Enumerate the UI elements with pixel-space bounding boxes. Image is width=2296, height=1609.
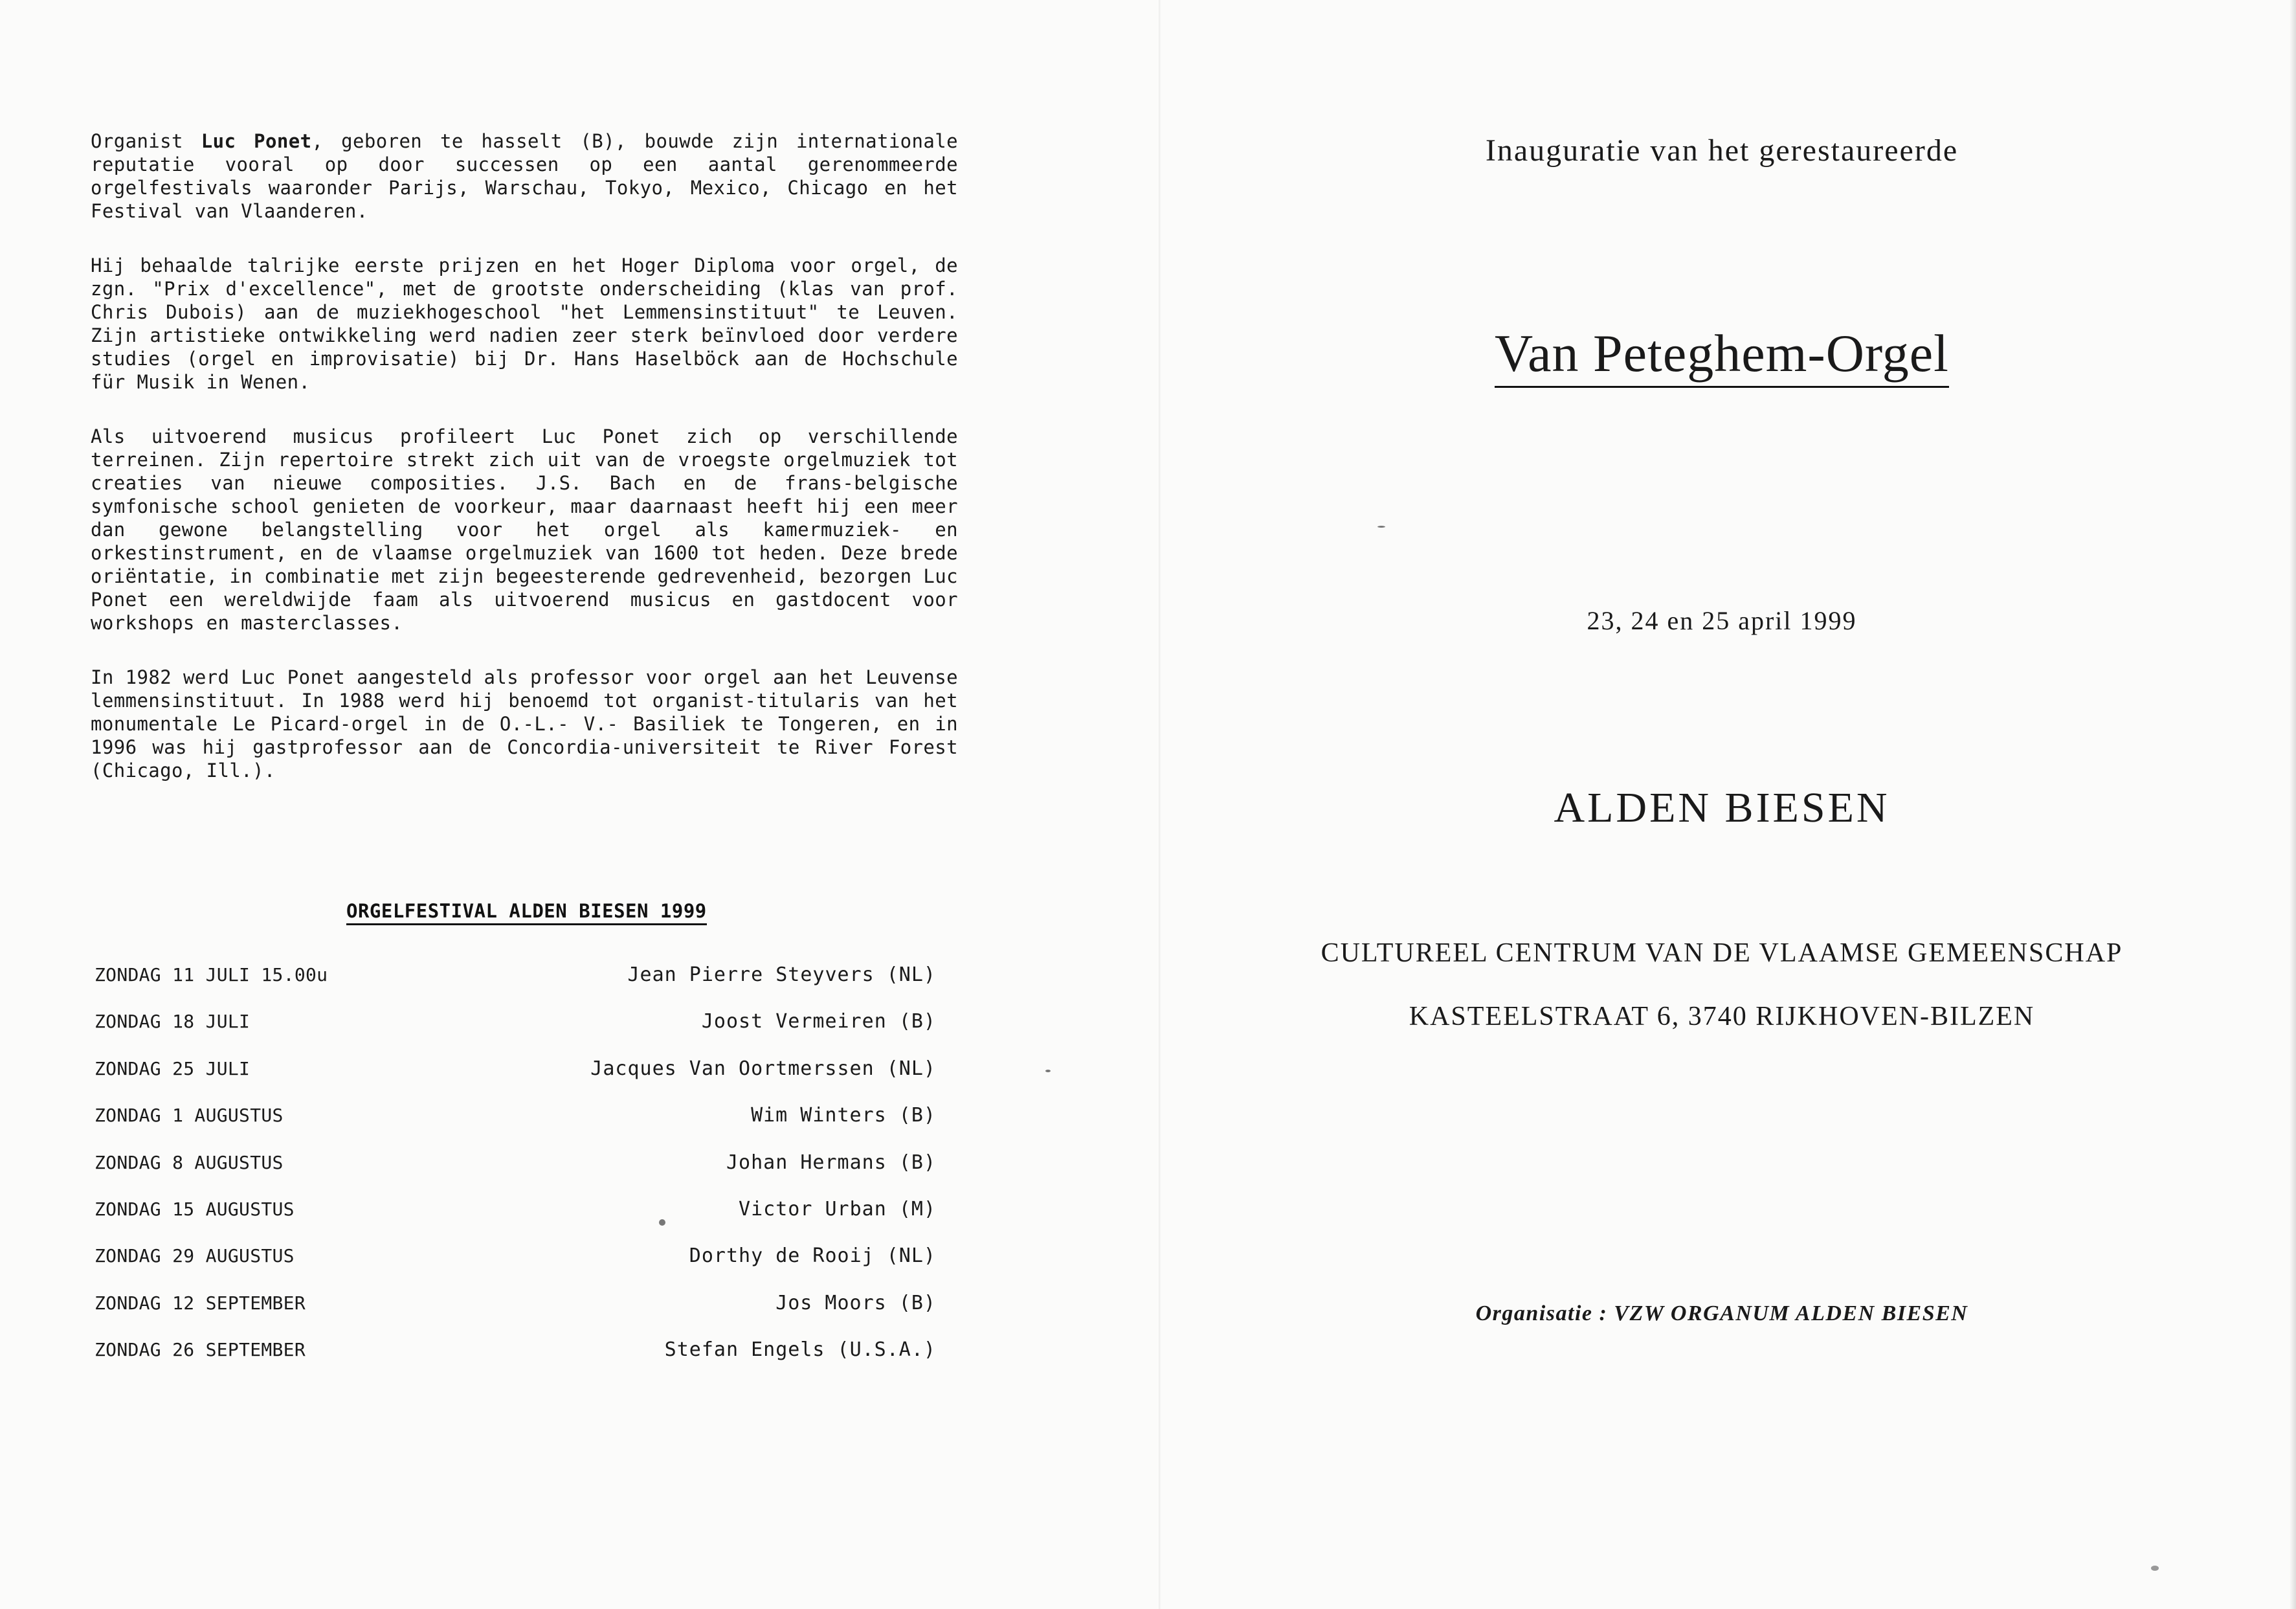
program-artist: Victor Urban (M) bbox=[739, 1197, 936, 1221]
scan-speck bbox=[659, 1219, 665, 1226]
cover-address: KASTEELSTRAAT 6, 3740 RIJKHOVEN-BILZEN bbox=[1409, 1002, 2035, 1031]
program-date: ZONDAG 12 SEPTEMBER bbox=[95, 1292, 306, 1314]
cover-place: ALDEN BIESEN bbox=[1554, 784, 1890, 831]
program-artist: Johan Hermans (B) bbox=[726, 1151, 936, 1174]
cover-dates: 23, 24 en 25 april 1999 bbox=[1587, 606, 1857, 635]
program-row bbox=[95, 1010, 936, 1057]
bio-lead: Organist bbox=[91, 130, 183, 152]
program-row bbox=[95, 1151, 936, 1198]
program-artist: Wim Winters (B) bbox=[751, 1104, 936, 1127]
cover-cultural-center: CULTUREEL CENTRUM VAN DE VLAAMSE GEMEENSCHAP bbox=[1321, 938, 2123, 968]
bio-paragraph-4: In 1982 werd Luc Ponet aangesteld als professor voor orgel aan het Leuvense lemmensinstituut. In 1988 werd hij benoemd tot organist-titularis van het monumentale Le Picard-orgel in de O.-L.- V.- Basiliek te Tongeren, en in 1996 was hij gastprofessor aan de Concordia-universiteit te River Forest (Chicago, Ill.). bbox=[91, 666, 958, 782]
program-date: ZONDAG 29 AUGUSTUS bbox=[95, 1245, 295, 1267]
program-date: ZONDAG 15 AUGUSTUS bbox=[95, 1198, 295, 1220]
program-row bbox=[95, 1104, 936, 1151]
program-artist: Stefan Engels (U.S.A.) bbox=[664, 1338, 936, 1362]
program-date: ZONDAG 1 AUGUSTUS bbox=[95, 1105, 284, 1127]
festival-title: ORGELFESTIVAL ALDEN BIESEN 1999 bbox=[346, 900, 707, 925]
program-artist: Jean Pierre Steyvers (NL) bbox=[627, 963, 936, 986]
program-artist: Jos Moors (B) bbox=[775, 1291, 936, 1314]
bio-paragraph-1-text: , geboren te hasselt (B), bouwde zijn internationale reputatie vooral op door successen op een aantal gerenommeerde orgelfestivals waaronder Parijs, Warschau, Tokyo, Mexico, Chicago en het Festival van Vlaanderen. bbox=[91, 130, 958, 222]
cover-title-wrap bbox=[1230, 324, 2214, 388]
program-date: ZONDAG 8 AUGUSTUS bbox=[95, 1151, 284, 1173]
scan-speck bbox=[2151, 1566, 2159, 1571]
concert-program bbox=[95, 963, 936, 1386]
bio-paragraph-3: Als uitvoerend musicus profileert Luc Ponet zich op verschillende terreinen. Zijn repertoire strekt zich uit van de vroegste orgelmuziek tot creaties van nieuwe composities. J.S. Bach en de frans-belgische symfonische school genieten de voorkeur, maar daarnaast heeft hij een meer dan gewone belangstelling voor het orgel als kamermuziek- en orkestinstrument, en de vlaamse orgelmuziek van 1600 tot heden. Deze brede oriëntatie, in combinatie met zijn begeesterende gedrevenheid, bezorgen Luc Ponet een wereldwijde faam als uitvoerend musicus en gastdocent voor workshops en masterclasses. bbox=[91, 425, 958, 634]
bio-name: Luc Ponet bbox=[201, 130, 312, 152]
program-date: ZONDAG 18 JULI bbox=[95, 1011, 251, 1033]
page-fold bbox=[1159, 0, 1161, 1609]
cover-title: Van Peteghem-Orgel bbox=[1495, 324, 1949, 388]
cover-page bbox=[1230, 0, 2214, 1609]
program-row bbox=[95, 1198, 936, 1244]
program-row bbox=[95, 1292, 936, 1338]
program-row bbox=[95, 1338, 936, 1385]
scan-speck bbox=[1377, 526, 1385, 528]
program-date: ZONDAG 11 JULI 15.00u bbox=[95, 964, 328, 985]
program-date: ZONDAG 26 SEPTEMBER bbox=[95, 1339, 306, 1361]
sheet-edge-shadow bbox=[2290, 0, 2296, 1609]
program-artist: Dorthy de Rooij (NL) bbox=[689, 1244, 936, 1268]
program-date: ZONDAG 25 JULI bbox=[95, 1057, 251, 1079]
program-row bbox=[95, 1057, 936, 1104]
bio-paragraph-1 bbox=[91, 129, 958, 223]
program-artist: Jacques Van Oortmerssen (NL) bbox=[590, 1057, 936, 1080]
biography-section bbox=[91, 129, 958, 813]
program-row bbox=[95, 963, 936, 1010]
cover-organisation: Organisatie : VZW ORGANUM ALDEN BIESEN bbox=[1475, 1301, 1968, 1325]
cover-intro: Inauguratie van het gerestaureerde bbox=[1485, 133, 1959, 168]
bio-paragraph-2: Hij behaalde talrijke eerste prijzen en het Hoger Diploma voor orgel, de zgn. "Prix d'excellence", met de grootste onderscheiding (klas van prof. Chris Dubois) aan de muziekhogeschool "het Lemmensinstituut" te Leuven. Zijn artistieke ontwikkeling werd nadien zeer sterk beïnvloed door verdere studies (orgel en improvisatie) bij Dr. Hans Haselböck aan de Hochschule für Musik in Wenen. bbox=[91, 254, 958, 393]
scan-speck bbox=[1045, 1070, 1051, 1072]
program-row bbox=[95, 1244, 936, 1291]
program-artist: Joost Vermeiren (B) bbox=[701, 1010, 936, 1033]
